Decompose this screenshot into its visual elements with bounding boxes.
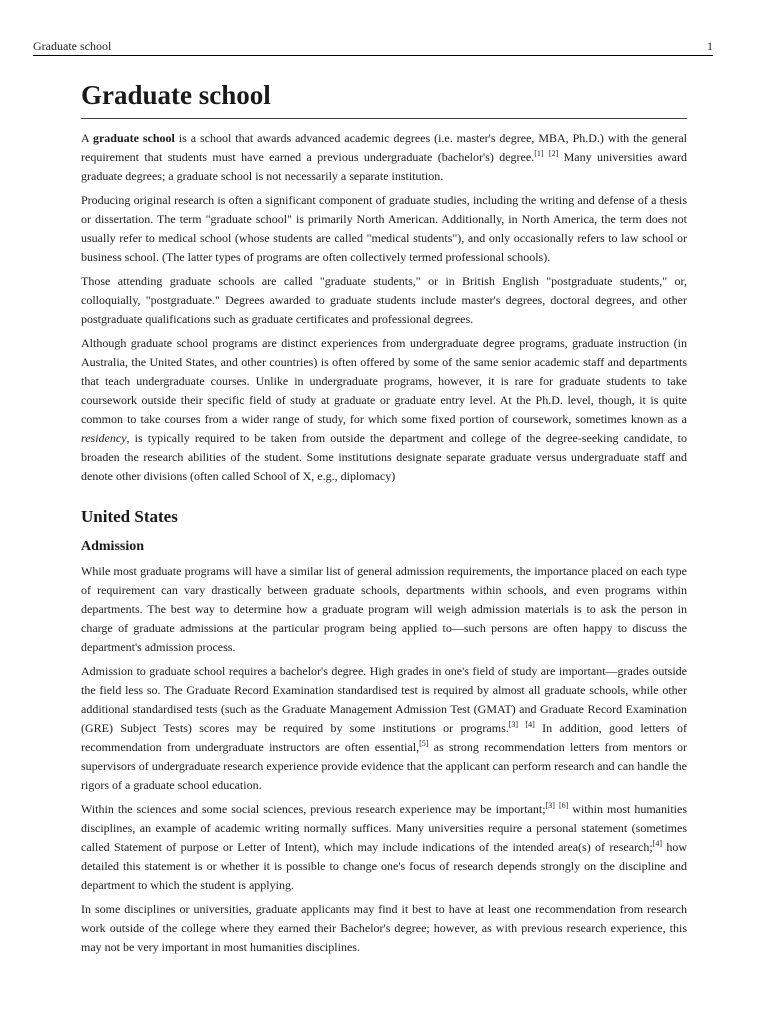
- citation-link[interactable]: [4]: [525, 720, 535, 729]
- text-run: , is typically required to be taken from outside the department and college of the degree-seeking candidate, to broaden the research abilities of the student. Some institutions designate separate graduate versus undergraduate staff and denote other divisions (often called School of X, e.g., diplomacy): [81, 431, 687, 483]
- text-run: how detailed this statement is or whether it is possible to change one's focus of research depends strongly on the discipline and department to which the student is applying.: [81, 840, 687, 892]
- running-header-title: Graduate school: [33, 39, 112, 53]
- text-run: within most humanities disciplines, an example of academic writing normally suffices. Many universities require a personal statement (sometimes called Statement of purpose or Letter of Intent), which may include indications of the intended area(s) of research;: [81, 802, 688, 854]
- text-run: Within the sciences and some social sciences, previous research experience may be important;: [81, 802, 546, 816]
- admission-paragraph-2: [81, 662, 687, 795]
- intro-paragraph-3: Those attending graduate schools are called "graduate students," or in British English "postgraduate students," or, colloquially, "postgraduate." Degrees awarded to graduate students include master's degrees, doctoral degrees, and other postgraduate qualifications such as graduate certificates and professional degrees.: [81, 274, 687, 326]
- text-run: as strong recommendation letters from mentors or supervisors of undergraduate research experience provide evidence that the applicant can perform research and can handle the rigors of a graduate school education.: [81, 740, 687, 792]
- text-run: Many universities award graduate degrees; a graduate school is not necessarily a separate institution.: [81, 150, 687, 183]
- text-run: A: [81, 131, 93, 145]
- article-body: [81, 129, 687, 957]
- citation-link[interactable]: [1]: [534, 149, 544, 158]
- header-rule: [33, 55, 713, 56]
- running-header: [33, 37, 713, 55]
- citation-link[interactable]: [6]: [558, 801, 569, 810]
- bold-term: graduate school: [92, 131, 175, 145]
- admission-paragraph-3: [81, 800, 687, 895]
- citation-link[interactable]: [3]: [545, 801, 555, 810]
- citation-link[interactable]: [3]: [508, 720, 519, 729]
- citation-link[interactable]: [2]: [548, 149, 559, 158]
- admission-paragraph-1: While most graduate programs will have a similar list of general admission requirements, the importance placed on each type of requirement can vary drastically between graduate schools, departments within schools, and even programs within departments. The best way to determine how a graduate program will weigh admission materials is to ask the person in charge of graduate admissions at the particular program being applied to—such persons are often happy to discuss the department's admission process.: [81, 564, 687, 654]
- text-run: In addition, good letters of recommendation from undergraduate instructors are often essential,: [81, 721, 688, 754]
- intro-paragraph-1: [81, 129, 687, 186]
- text-run: is a school that awards advanced academic degrees (i.e. master's degree, MBA, Ph.D.) with the general requirement that students must have earned a previous undergraduate (bachelor's) degree.: [81, 131, 687, 164]
- article-content: [81, 78, 687, 962]
- article-title: Graduate school: [81, 78, 687, 119]
- intro-paragraph-4: [81, 334, 687, 486]
- italic-term: residency: [81, 431, 127, 445]
- citation-link[interactable]: [5]: [419, 739, 429, 748]
- page-number: 1: [707, 39, 713, 53]
- text-run: Admission to graduate school requires a bachelor's degree. High grades in one's field of study are important—grades outside the field less so. The Graduate Record Examination standardised test is required by almost all graduate schools, while other additional standardised tests (such as the Graduate Management Admission Test (GMAT) and Graduate Record Examination (GRE) Subject Tests) scores may be required by some institutions or programs.: [81, 664, 687, 735]
- admission-paragraph-4: In some disciplines or universities, graduate applicants may find it best to have at least one recommendation from research work outside of the college where they earned their Bachelor's degree; however, as with previous research experience, this may not be very important in most humanities disciplines.: [81, 902, 687, 954]
- text-run: Although graduate school programs are distinct experiences from undergraduate degree programs, graduate instruction (in Australia, the United States, and other countries) is often offered by some of the same senior academic staff and departments that teach undergraduate courses. Unlike in undergraduate programs, however, it is rare for graduate students to take coursework outside their specific field of study at graduate or graduate entry level. At the Ph.D. level, though, it is quite common to take courses from a wider range of study, for which some fixed portion of coursework, sometimes known as a: [81, 336, 687, 426]
- subsection-heading-admission: Admission: [81, 539, 145, 554]
- citation-link[interactable]: [4]: [652, 839, 662, 848]
- section-heading-united-states: United States: [81, 507, 178, 526]
- intro-paragraph-2: Producing original research is often a significant component of graduate studies, including the writing and defense of a thesis or dissertation. The term "graduate school" is primarily North American. Additionally, in North America, the term does not usually refer to medical school (whose students are called "medical students"), and only occasionally refers to law school or business school. (The latter types of programs are often collectively termed professional schools).: [81, 193, 687, 264]
